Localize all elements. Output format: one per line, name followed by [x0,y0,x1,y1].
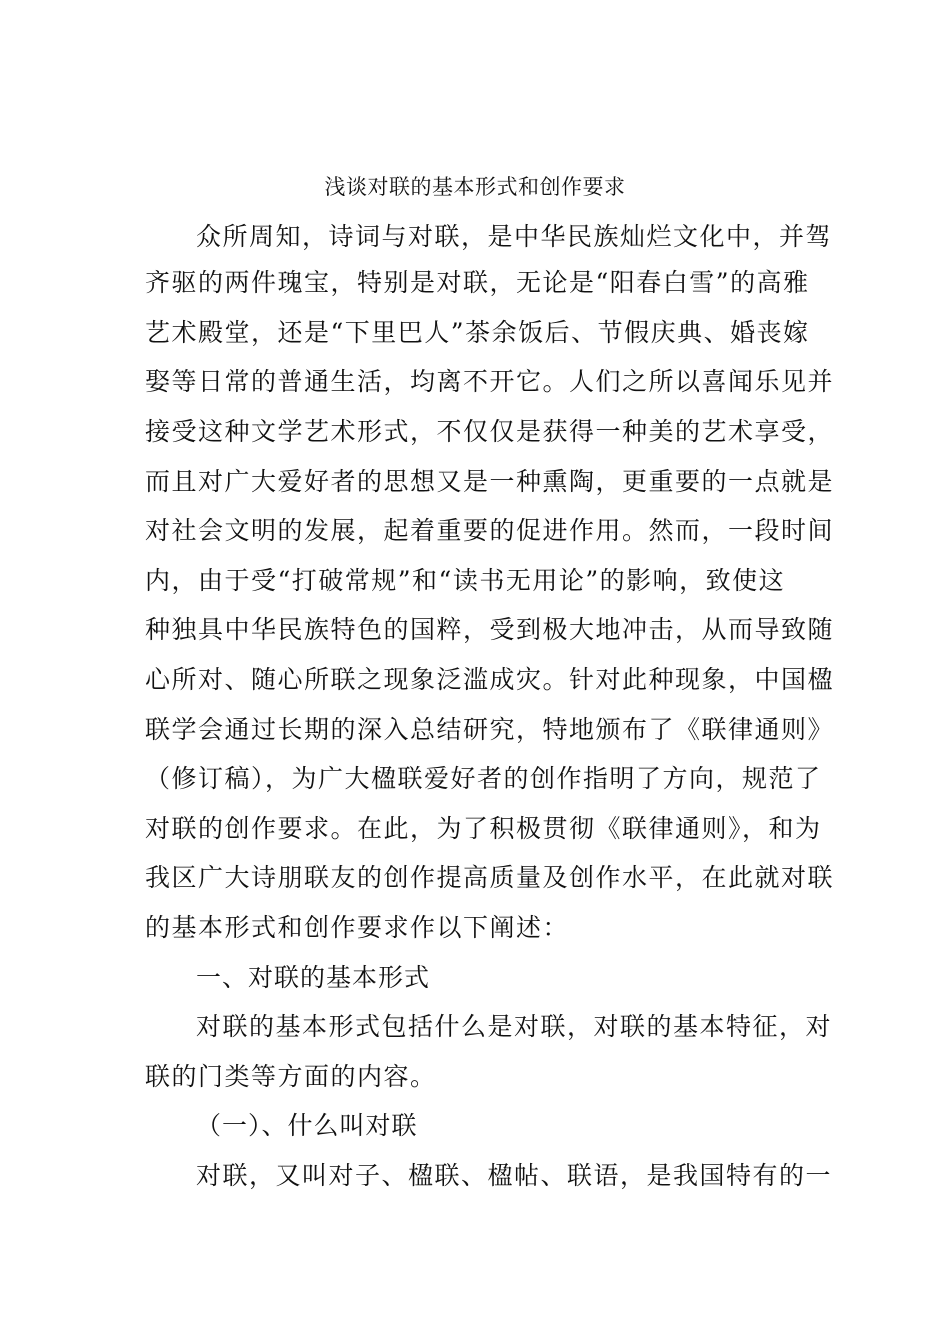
paragraph-line: 对联的基本形式包括什么是对联，对联的基本特征，对 [196,1012,833,1041]
paragraph-line: 齐驱的两件瑰宝，特别是对联，无论是“阳春白雪”的高雅 [145,268,810,297]
paragraph-line: （修订稿），为广大楹联爱好者的创作指明了方向，规范了 [145,764,822,793]
section-heading: 一、对联的基本形式 [196,963,431,992]
paragraph-line: 对联的创作要求。在此，为了积极贯彻《联律通则》，和为 [145,814,822,843]
paragraph-line: 而且对广大爱好者的思想又是一种熏陶，更重要的一点就是 [145,467,835,496]
paragraph-line: 对社会文明的发展，起着重要的促进作用。然而，一段时间 [145,516,835,545]
paragraph-line: 联的门类等方面的内容。 [145,1062,437,1091]
document-title: 浅谈对联的基本形式和创作要求 [324,175,626,199]
paragraph-line: 娶等日常的普通生活，均离不开它。人们之所以喜闻乐见并 [145,367,835,396]
paragraph-line: 心所对、随心所联之现象泛滥成灾。针对此种现象，中国楹 [145,665,835,694]
paragraph-line: 艺术殿堂，还是“下里巴人”茶余饭后、节假庆典、婚丧嫁 [145,318,810,347]
paragraph-line: 对联，又叫对子、楹联、楹帖、联语，是我国特有的一 [196,1161,833,1190]
paragraph-line: 的基本形式和创作要求作以下阐述： [145,913,570,942]
paragraph-line: 接受这种文学艺术形式，不仅仅是获得一种美的艺术享受， [145,417,835,446]
paragraph-line: 联学会通过长期的深入总结研究，特地颁布了《联律通则》 [145,715,835,744]
paragraph-line: 众所周知，诗词与对联，是中华民族灿烂文化中，并驾 [196,222,833,251]
paragraph-line: 内，由于受“打破常规”和“读书无用论”的影响，致使这 [145,566,786,595]
paragraph-line: 种独具中华民族特色的国粹，受到极大地冲击，从而导致随 [145,615,835,644]
paragraph-line: 我区广大诗朋联友的创作提高质量及创作水平，在此就对联 [145,863,835,892]
subsection-heading: （一）、什么叫对联 [196,1111,418,1140]
